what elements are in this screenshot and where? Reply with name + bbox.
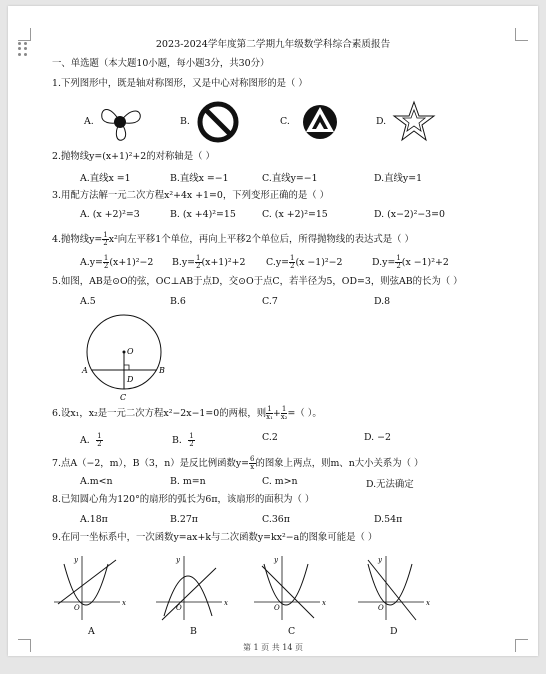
svg-text:x: x: [224, 599, 228, 607]
q6-option-b: B． $\frac{1}{2}$: [172, 432, 194, 448]
q2-option-a: A.直线x =1: [80, 173, 131, 184]
svg-text:x: x: [322, 599, 326, 607]
point-c-label: C: [120, 393, 127, 402]
star-figure: [392, 100, 436, 144]
document-page: [8, 6, 538, 656]
q5-option-b: B.6: [170, 296, 186, 307]
q4-option-a: A.y= $\frac{1}{2}$ (x+1)²−2: [80, 254, 154, 270]
point-b-label: B: [159, 366, 165, 375]
q4-stem-part-2: x²向左平移1个单位，再向上平移2个单位后，所得抛物线的表达式是（ ）: [108, 234, 414, 245]
q1-option-b: B.: [180, 116, 190, 127]
q7-option-b: B. m=n: [170, 476, 206, 487]
q8-option-d: D.54π: [374, 514, 403, 525]
q3-option-d: D. (x−2)²−3=0: [374, 209, 445, 220]
q3-option-c: C. (x +2)²=15: [262, 209, 328, 220]
point-o-label: O: [127, 347, 134, 356]
fraction: $\frac{1}{2}$: [103, 231, 108, 247]
graph-option-a: [54, 556, 124, 620]
question-5: 5.如图，AB是⊙O的弦，OC⊥AB于点D，交⊙O于点C，若半径为5，OD=3，则弦AB的长为（ ）: [52, 276, 463, 287]
svg-text:O: O: [378, 604, 384, 612]
q1-option-c: C.: [280, 116, 290, 127]
q8-option-a: A.18π: [80, 514, 108, 525]
question-4: [52, 232, 414, 247]
svg-text:y: y: [378, 556, 382, 564]
point-a-label: A: [82, 366, 88, 375]
page-footer: 第 1 页 共 14 页: [243, 643, 303, 652]
q5-option-d: D.8: [374, 296, 391, 307]
q9-option-d: D: [390, 626, 398, 637]
q4-stem-part-1: 4.抛物线y=: [52, 234, 103, 245]
q9-option-c: C: [288, 626, 296, 637]
document-title: 2023-2024学年度第二学期九年级数学科综合素质报告: [155, 39, 391, 50]
no-symbol-figure: [196, 100, 240, 144]
svg-text:O: O: [176, 604, 182, 612]
svg-text:x: x: [122, 599, 126, 607]
point-d-label: D: [127, 375, 134, 384]
q1-option-d: D.: [376, 116, 387, 127]
question-3: 3.用配方法解一元二次方程x²+4x +1=0，下列变形正确的是（ ）: [52, 190, 329, 201]
q2-option-d: D.直线y=1: [374, 173, 423, 184]
q4-option-d: D.y= $\frac{1}{2}$ (x −1)²+2: [372, 254, 449, 270]
circle-chord-figure: [80, 310, 168, 400]
svg-text:y: y: [176, 556, 180, 564]
question-9: 9.在同一坐标系中，一次函数y=ax+k与二次函数y=kx²−a的图象可能是（ ）: [52, 532, 378, 543]
q2-option-c: C.直线y=−1: [262, 173, 318, 184]
graph-option-c: [254, 556, 324, 620]
q7-option-c: C. m>n: [262, 476, 298, 487]
question-1: 1.下列图形中，既是轴对称图形，又是中心对称图形的是（ ）: [52, 78, 308, 89]
q2-option-b: B.直线x =−1: [170, 173, 229, 184]
q1-option-a: A.: [84, 116, 94, 127]
question-6: 6.设x₁，x₂是一元二次方程x²−2x−1=0的两根，则 $\frac{1}{\text{x₁}}$ + $\frac{1}{\text{x₂}}$ =（ ）。: [52, 405, 322, 421]
q9-option-b: B: [190, 626, 197, 637]
svg-text:O: O: [74, 604, 80, 612]
q6-option-a: A． $\frac{1}{2}$: [80, 432, 102, 448]
q9-option-a: A: [88, 626, 95, 637]
q6-option-c: C.2: [262, 432, 278, 443]
graph-option-d: [358, 556, 428, 620]
triangle-in-circle-figure: [300, 102, 340, 142]
q7-option-d: D.无法确定: [366, 479, 414, 490]
svg-text:O: O: [274, 604, 280, 612]
q4-option-c: C.y= $\frac{1}{2}$ (x −1)²−2: [266, 254, 343, 270]
question-8: 8.已知圆心角为120°的扇形的弧长为6π，该扇形的面积为（ ）: [52, 494, 315, 505]
q6-option-d: D. −2: [364, 432, 391, 443]
graph-option-b: [156, 556, 226, 620]
section-heading: 一、单选题（本大题10小题，每小题3分，共30分）: [52, 58, 270, 69]
q5-option-c: C.7: [262, 296, 278, 307]
svg-text:y: y: [274, 556, 278, 564]
svg-text:x: x: [426, 599, 430, 607]
q5-option-a: A.5: [80, 296, 96, 307]
q8-option-c: C.36π: [262, 514, 290, 525]
svg-text:y: y: [74, 556, 78, 564]
question-2: 2.抛物线y=(x+1)²+2的对称轴是（ ）: [52, 151, 215, 162]
q8-option-b: B.27π: [170, 514, 198, 525]
q3-option-a: A. (x +2)²=3: [80, 209, 140, 220]
q3-option-b: B. (x +4)²=15: [170, 209, 236, 220]
q7-option-a: A.m<n: [80, 476, 113, 487]
q4-option-b: B.y= $\frac{1}{2}$ (x+1)²+2: [172, 254, 246, 270]
fan-figure: [96, 102, 144, 142]
question-7: 7.点A（−2，m），B（3，n）是反比例函数y= $\frac{6}{x}$ 的图象上两点，则m、n大小关系为（ ）: [52, 455, 424, 471]
